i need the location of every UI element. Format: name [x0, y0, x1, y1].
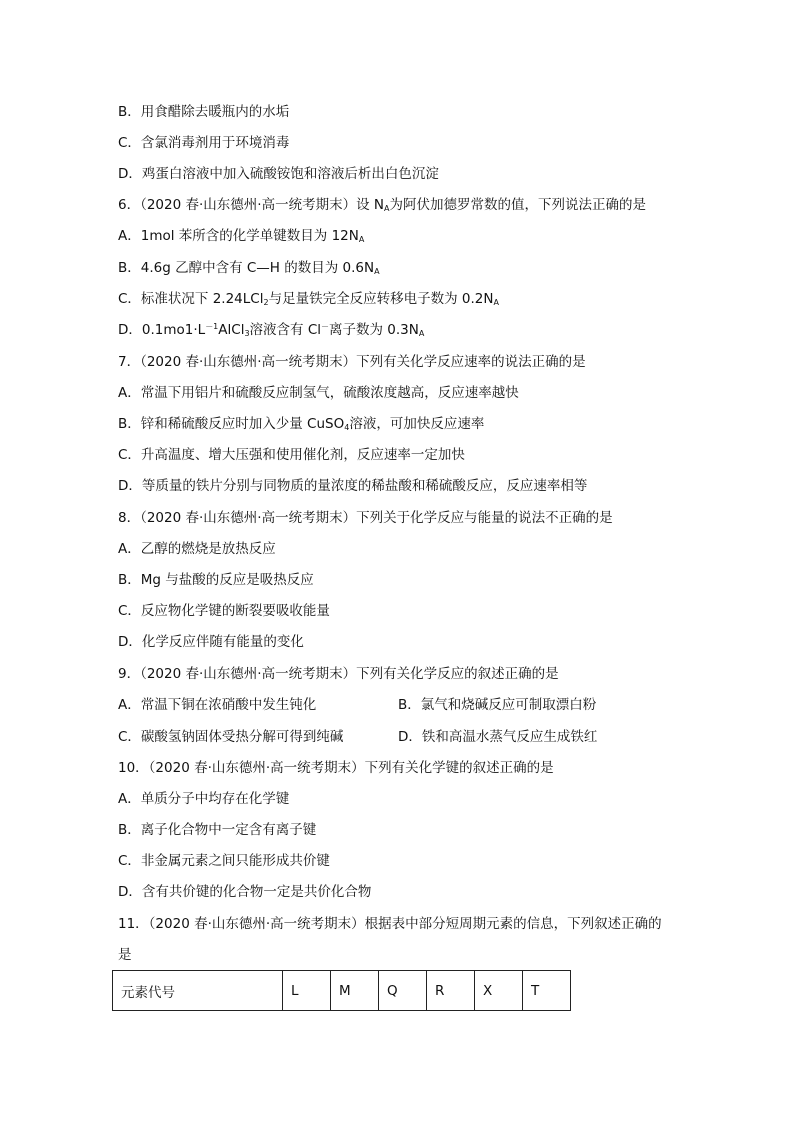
q7-option-b — [118, 414, 484, 434]
q7-option-b-text-b: 溶液，可加快反应速率 — [349, 416, 485, 432]
q10-stem: 10．（2020 春·山东德州·高一统考期末）下列有关化学键的叙述正确的是 — [118, 760, 554, 776]
q9-stem: 9．（2020 春·山东德州·高一统考期末）下列有关化学反应的叙述正确的是 — [118, 666, 559, 682]
q6-option-c-subscript-1: 2 — [263, 298, 269, 307]
table-row — [113, 971, 571, 1011]
q7-option-c: C．升高温度、增大压强和使用催化剂，反应速率一定加快 — [118, 447, 465, 463]
q6-option-d-text-b: AlCl — [218, 322, 245, 338]
q6-stem-text-b: 为阿伏加德罗常数的值，下列说法正确的是 — [389, 197, 646, 213]
q6-option-d — [118, 320, 424, 340]
q6-option-c-subscript-2: A — [493, 298, 499, 307]
q6-option-a-subscript: A — [358, 235, 365, 244]
q9-option-a: A．常温下铜在浓硝酸中发生钝化 — [118, 697, 317, 713]
q6-option-b-subscript: A — [374, 267, 380, 276]
q6-stem — [118, 195, 646, 215]
q9-option-d: D．铁和高温水蒸气反应生成铁红 — [398, 729, 598, 745]
q6-stem-text-a: 6．（2020 春·山东德州·高一统考期末）设 N — [118, 197, 384, 213]
q8-stem: 8．（2020 春·山东德州·高一统考期末）下列关于化学反应与能量的说法不正确的是 — [118, 510, 613, 526]
element-code-cell: R — [427, 971, 475, 1011]
q7-option-b-text-a: B．锌和稀硫酸反应时加入少量 CuSO — [118, 416, 345, 432]
q10-option-a: A．单质分子中均存在化学键 — [118, 791, 290, 807]
q6-option-d-superscript-1: －1 — [205, 322, 219, 331]
q5-option-c: C．含氯消毒剂用于环境消毒 — [118, 135, 290, 151]
q7-option-a: A．常温下用铝片和硫酸反应制氢气，硫酸浓度越高，反应速率越快 — [118, 385, 519, 401]
element-code-cell: L — [283, 971, 331, 1011]
q9-option-c: C．碳酸氢钠固体受热分解可得到纯碱 — [118, 729, 344, 745]
q6-option-d-superscript-2: － — [321, 322, 330, 331]
q10-option-d: D．含有共价键的化合物一定是共价化合物 — [118, 884, 372, 900]
q6-option-b — [118, 258, 380, 278]
q11-stem-line-1: 11．（2020 春·山东德州·高一统考期末）根据表中部分短周期元素的信息，下列叙述正确的 — [118, 916, 662, 932]
q8-option-c: C．反应物化学键的断裂要吸收能量 — [118, 603, 330, 619]
table-header-cell: 元素代号 — [113, 971, 283, 1011]
q6-option-d-subscript-2: A — [418, 329, 425, 338]
q8-option-b: B．Mg 与盐酸的反应是吸热反应 — [118, 572, 314, 588]
q5-option-b: B．用食醋除去暖瓶内的水垢 — [118, 104, 290, 120]
element-code-cell: X — [475, 971, 523, 1011]
q6-option-d-text-c: 溶液含有 Cl — [249, 322, 322, 338]
q10-option-b: B．离子化合物中一定含有离子键 — [118, 822, 317, 838]
q11-stem-line-2: 是 — [118, 947, 132, 963]
q6-option-b-text: B．4.6g 乙醇中含有 C—H 的数目为 0.6N — [118, 260, 375, 276]
q8-option-d: D．化学反应伴随有能量的变化 — [118, 634, 304, 650]
q7-stem: 7．（2020 春·山东德州·高一统考期末）下列有关化学反应速率的说法正确的是 — [118, 354, 586, 370]
q10-option-c: C．非金属元素之间只能形成共价键 — [118, 853, 330, 869]
element-code-cell: M — [331, 971, 379, 1011]
q6-option-c-text-b: 与足量铁完全反应转移电子数为 0.2N — [268, 291, 494, 307]
q8-option-a: A．乙醇的燃烧是放热反应 — [118, 541, 276, 557]
q6-option-c-text-a: C．标准状况下 2.24LCl — [118, 291, 264, 307]
q6-option-d-subscript-1: 3 — [244, 329, 250, 338]
element-table — [112, 970, 571, 1011]
q6-option-a-text: A．1mol 苯所含的化学单键数目为 12N — [118, 228, 359, 244]
element-code-cell: Q — [379, 971, 427, 1011]
q7-option-b-subscript: 4 — [344, 423, 350, 432]
q9-option-b: B．氯气和烧碱反应可制取漂白粉 — [398, 697, 597, 713]
q6-option-d-text-a: D．0.1mo1·L — [118, 322, 206, 338]
q6-option-c — [118, 289, 499, 309]
q6-option-a — [118, 226, 364, 246]
q6-stem-subscript: A — [383, 204, 390, 213]
q6-option-d-text-d: 离子数为 0.3N — [329, 322, 419, 338]
q5-option-d: D．鸡蛋白溶液中加入硫酸铵饱和溶液后析出白色沉淀 — [118, 166, 439, 182]
q7-option-d: D．等质量的铁片分别与同物质的量浓度的稀盐酸和稀硫酸反应，反应速率相等 — [118, 478, 588, 494]
element-code-cell: T — [523, 971, 571, 1011]
